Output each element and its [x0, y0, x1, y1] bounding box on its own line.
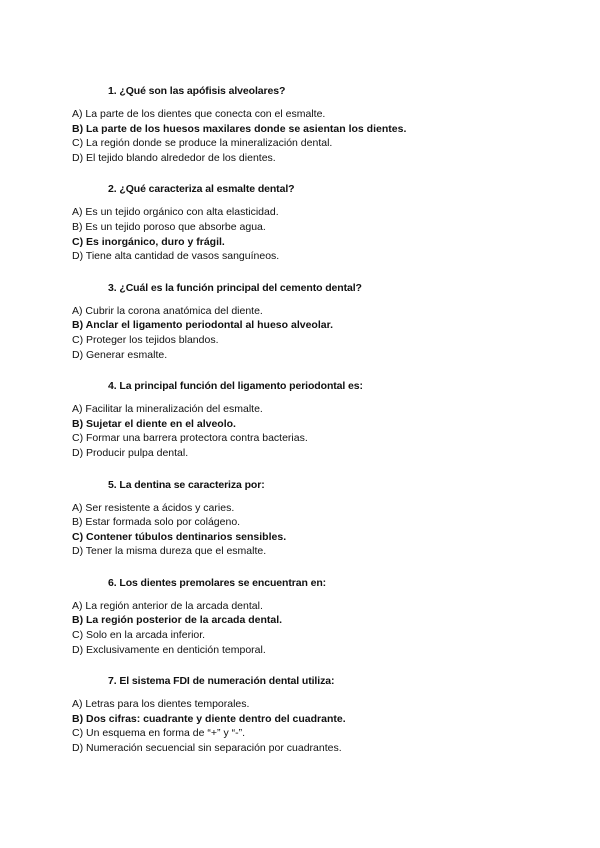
option-c-correct: C) Contener túbulos dentinarios sensibles. [72, 530, 287, 543]
question-5 [72, 478, 542, 559]
question-title: 4. La principal función del ligamento periodontal es: [108, 380, 363, 393]
option-a: A) Facilitar la mineralización del esmalte. [72, 403, 263, 416]
question-title: 7. El sistema FDI de numeración dental utiliza: [108, 675, 335, 688]
option-d: D) Numeración secuencial sin separación por cuadrantes. [72, 742, 342, 755]
option-b-correct: B) Anclar el ligamento periodontal al hueso alveolar. [72, 319, 334, 332]
option-c: C) Un esquema en forma de “+” y “-”. [72, 727, 246, 740]
option-d: D) Exclusivamente en dentición temporal. [72, 643, 266, 656]
question-1 [72, 84, 542, 165]
option-d: D) Producir pulpa dental. [72, 446, 189, 459]
option-a: A) La parte de los dientes que conecta con el esmalte. [72, 108, 326, 120]
question-2 [72, 182, 542, 263]
option-d: D) Tener la misma dureza que el esmalte. [72, 545, 267, 558]
option-b-correct: B) Dos cifras: cuadrante y diente dentro del cuadrante. [72, 712, 346, 725]
option-a: A) Letras para los dientes temporales. [72, 698, 250, 711]
quiz [72, 84, 542, 756]
question-title: 3. ¿Cuál es la función principal del cemento dental? [108, 281, 362, 294]
option-b-correct: B) Sujetar el diente en el alveolo. [72, 417, 236, 430]
option-c: C) La región donde se produce la mineralización dental. [72, 137, 333, 150]
question-title: 1. ¿Qué son las apófisis alveolares? [108, 85, 286, 97]
question-title: 2. ¿Qué caracteriza al esmalte dental? [108, 183, 295, 196]
option-d: D) Tiene alta cantidad de vasos sanguíneos. [72, 250, 280, 263]
option-a: A) Cubrir la corona anatómica del diente. [72, 304, 263, 317]
question-3 [72, 281, 542, 362]
option-c-correct: C) Es inorgánico, duro y frágil. [72, 235, 225, 248]
option-d: D) El tejido blando alrededor de los dientes. [72, 151, 276, 164]
option-c: C) Formar una barrera protectora contra bacterias. [72, 432, 308, 445]
option-d: D) Generar esmalte. [72, 348, 168, 361]
option-b: B) Es un tejido poroso que absorbe agua. [72, 220, 266, 233]
option-b: B) Estar formada solo por colágeno. [72, 516, 241, 529]
question-4 [72, 379, 542, 460]
question-title: 6. Los dientes premolares se encuentran en: [108, 576, 327, 589]
option-a: A) La región anterior de la arcada dental. [72, 599, 263, 612]
option-c: C) Proteger los tejidos blandos. [72, 333, 219, 346]
question-7 [72, 674, 542, 755]
question-6 [72, 576, 542, 657]
option-c: C) Solo en la arcada inferior. [72, 629, 206, 642]
option-b-correct: B) La parte de los huesos maxilares donde se asientan los dientes. [72, 122, 407, 135]
option-a: A) Es un tejido orgánico con alta elasticidad. [72, 206, 279, 219]
option-a: A) Ser resistente a ácidos y caries. [72, 501, 235, 514]
question-title: 5. La dentina se caracteriza por: [108, 478, 265, 491]
option-b-correct: B) La región posterior de la arcada dental. [72, 614, 283, 627]
